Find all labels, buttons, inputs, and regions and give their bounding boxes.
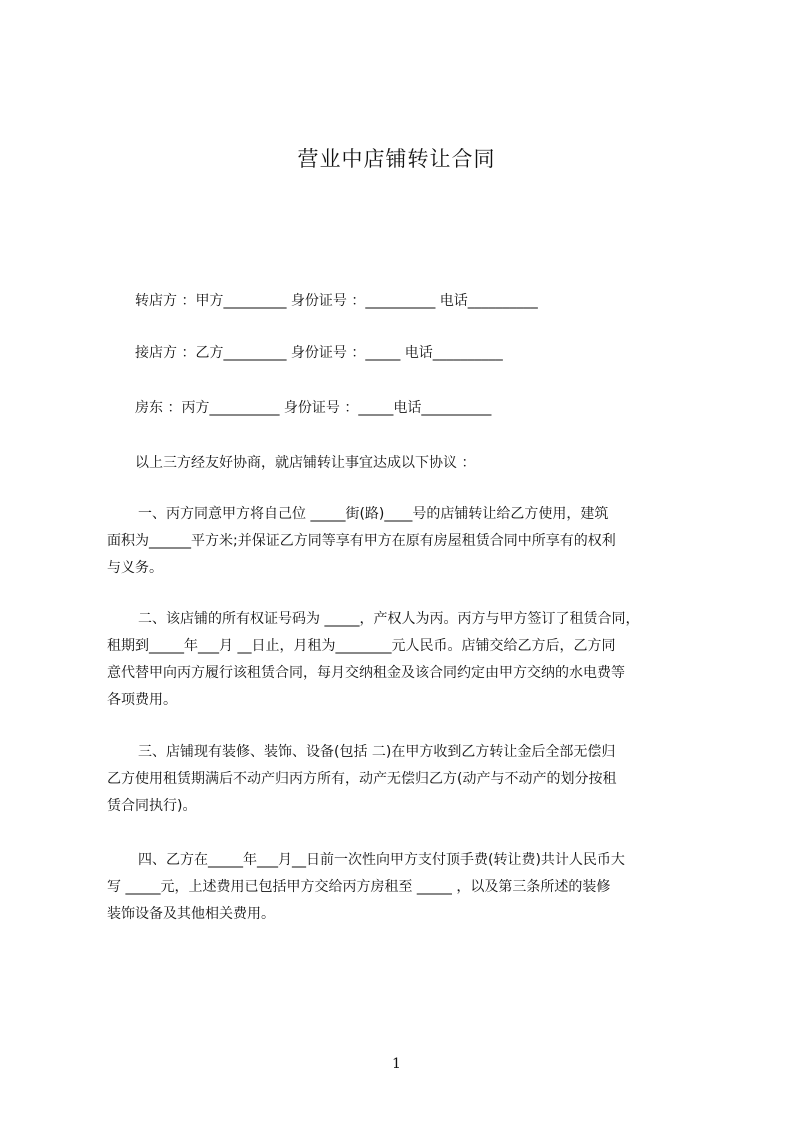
page-number: 1 xyxy=(392,1056,401,1072)
party-transferor-line: 转店方 ：甲方_________ 身份证号 ：__________ 电话__________ xyxy=(135,293,538,309)
clause-2-line-3: 意代替甲向丙方履行该租赁合同，每月交纳租金及该合同约定由甲方交纳的水电费等 xyxy=(107,665,625,681)
intro-paragraph: 以上三方经友好协商，就店铺转让事宜达成以下协议 ： xyxy=(135,455,476,471)
clause-3-line-1: 三、店铺现有装修、装饰、设备(包括 二)在甲方收到乙方转让金后全部无偿归 xyxy=(138,744,616,760)
clause-1-line-2: 面积为______平方米;并保证乙方同等享有甲方在原有房屋租赁合同中所享有的权利 xyxy=(107,533,616,549)
clause-3-line-2: 乙方使用租赁期满后不动产归丙方所有，动产无偿归乙方(动产与不动产的划分按租 xyxy=(107,771,617,787)
clause-2-line-4: 各项费用。 xyxy=(107,692,177,708)
party-landlord-line: 房东 ：丙方__________ 身份证号 ：_____电话__________ xyxy=(135,400,492,416)
clause-1-line-3: 与义务。 xyxy=(107,560,163,576)
clause-2-line-1: 二、该店铺的所有权证号码为 _____，产权人为丙。丙方与甲方签订了租赁合同， xyxy=(138,611,640,627)
clause-2-line-2: 租期到_____年___月 __日止，月租为________元人民币。店铺交给乙方后，乙方同 xyxy=(107,638,616,654)
clause-4-line-2: 写 _____元，上述费用已包括甲方交给丙方房租至 _____ ，以及第三条所述的装修 xyxy=(107,879,611,895)
clause-4-line-1: 四、乙方在_____年___月__日前一次性向甲方支付顶手费(转让费)共计人民币大 xyxy=(138,852,625,868)
clause-1-line-1: 一、丙方同意甲方将自己位 _____街(路)____号的店铺转让给乙方使用，建筑 xyxy=(138,506,609,522)
clause-4-line-3: 装饰设备及其他相关费用。 xyxy=(107,906,275,922)
clause-3-line-3: 赁合同执行)。 xyxy=(107,798,197,814)
party-transferee-line: 接店方 ：乙方_________ 身份证号 ：_____ 电话__________ xyxy=(135,345,503,361)
contract-title: 营业中店铺转让合同 xyxy=(297,147,496,171)
